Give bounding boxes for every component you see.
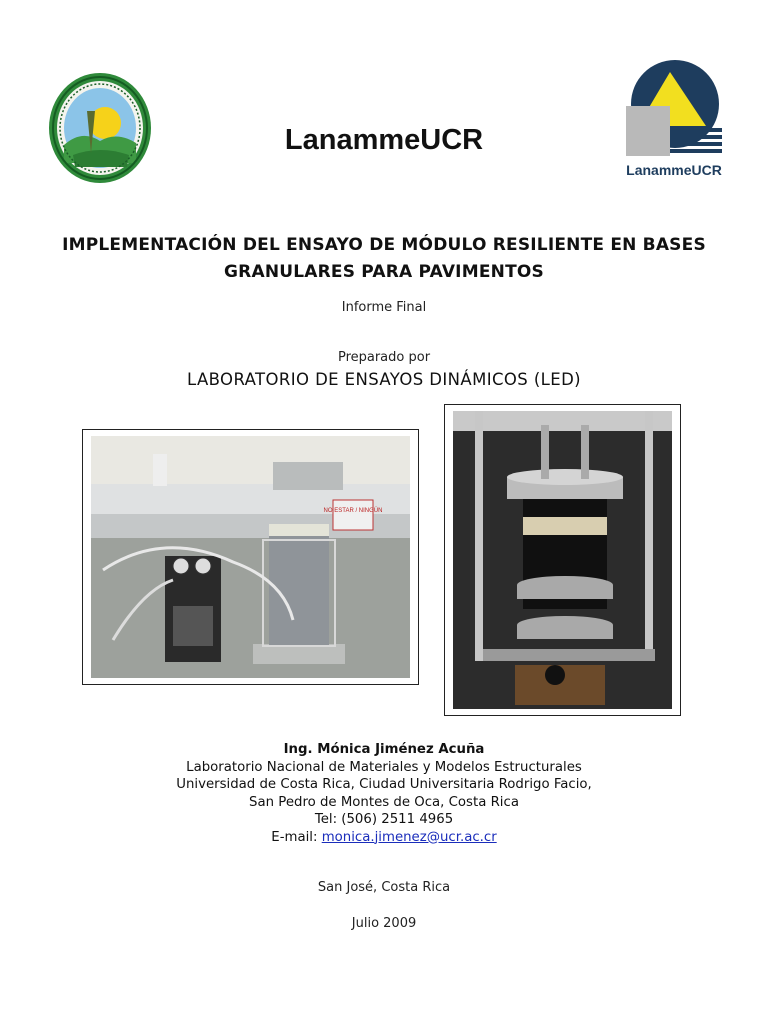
- author-name: Ing. Mónica Jiménez Acuña: [283, 742, 485, 757]
- publication-date: Julio 2009: [351, 916, 417, 931]
- equipment-photo-left: [82, 429, 419, 685]
- author-email-line: [0, 829, 768, 847]
- author-tel: Tel: (506) 2511 4965: [314, 812, 454, 827]
- place: San José, Costa Rica: [317, 880, 451, 895]
- author-lab: Laboratorio Nacional de Materiales y Modelos Estructurales: [186, 759, 582, 775]
- lanamme-logo-text: LanammeUCR: [626, 162, 722, 178]
- author-address: San Pedro de Montes de Oca, Costa Rica: [249, 794, 519, 810]
- author-university: Universidad de Costa Rica, Ciudad Universitaria Rodrigo Facio,: [176, 777, 592, 792]
- org-title: LanammeUCR: [284, 124, 484, 156]
- author-block: [0, 741, 768, 846]
- report-title: [0, 232, 768, 286]
- prepared-by-label: Preparado por: [337, 350, 431, 365]
- email-link[interactable]: monica.jimenez@ucr.ac.cr: [321, 829, 497, 845]
- lab-sign-text: NO ESTAR / NINGÚN: [323, 508, 383, 514]
- lab-name: LABORATORIO DE ENSAYOS DINÁMICOS (LED): [186, 370, 582, 389]
- equipment-photo-right: [444, 404, 681, 716]
- document-type: Informe Final: [341, 300, 427, 315]
- report-title-line-1: IMPLEMENTACIÓN DEL ENSAYO DE MÓDULO RESILIENTE EN BASES: [62, 235, 706, 255]
- email-label: E-mail:: [271, 829, 318, 845]
- lanamme-logo: [620, 60, 728, 184]
- report-title-line-2: GRANULARES PARA PAVIMENTOS: [224, 262, 544, 282]
